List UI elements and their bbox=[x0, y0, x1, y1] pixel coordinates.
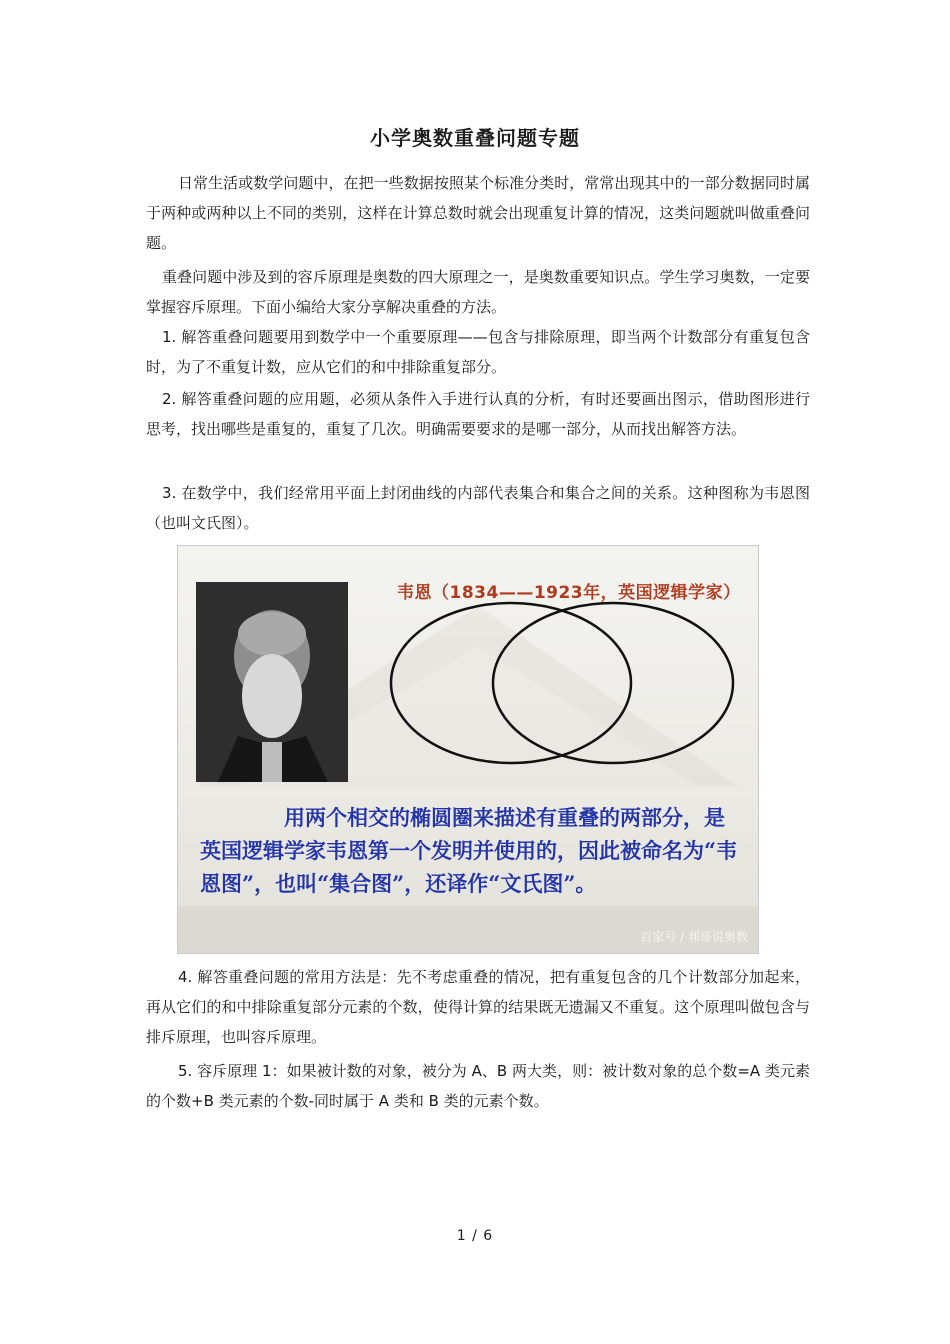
page-title: 小学奥数重叠问题专题 bbox=[370, 126, 580, 150]
venn-figure bbox=[177, 545, 759, 954]
paragraph-item-3: 3. 在数学中，我们经常用平面上封闭曲线的内部代表集合和集合之间的关系。这种图称为韦恩图（也叫文氏图）。 bbox=[146, 484, 810, 532]
paragraph-item-1: 1. 解答重叠问题要用到数学中一个重要原理——包含与排除原理，即当两个计数部分有重复包含时，为了不重复计数，应从它们的和中排除重复部分。 bbox=[146, 328, 810, 376]
paragraph-item-5: 5. 容斥原理 1：如果被计数的对象，被分为 A、B 两大类，则：被计数对象的总个数=A 类元素的个数+B 类元素的个数-同时属于 A 类和 B 类的元素个数。 bbox=[146, 1062, 810, 1110]
figure-caption: 韦恩（1834——1923年，英国逻辑学家） bbox=[397, 583, 741, 603]
page-number: 1 / 6 bbox=[456, 1228, 494, 1244]
paragraph-intro: 日常生活或数学问题中，在把一些数据按照某个标准分类时，常常出现其中的一部分数据同时属于两种或两种以上不同的类别，这样在计算总数时就会出现重复计算的情况，这类问题就叫做重叠问题。 bbox=[146, 174, 810, 252]
paragraph-item-2: 2. 解答重叠问题的应用题，必须从条件入手进行认真的分析，有时还要画出图示，借助图形进行思考，找出哪些是重复的，重复了几次。明确需要要求的是哪一部分，从而找出解答方法。 bbox=[146, 390, 810, 438]
figure-watermark: 百家号 / 邦哥说奥数 bbox=[640, 930, 748, 944]
figure-description: 用两个相交的椭圆圈来描述有重叠的两部分，是英国逻辑学家韦恩第一个发明并使用的，因此被命名为“韦恩图”，也叫“集合图”，还译作“文氏图”。 bbox=[200, 805, 738, 896]
paragraph-item-4: 4. 解答重叠问题的常用方法是：先不考虑重叠的情况，把有重复包含的几个计数部分加起来，再从它们的和中排除重复部分元素的个数，使得计算的结果既无遗漏又不重复。这个原理叫做包含与排斥原理，也叫容斥原理。 bbox=[146, 968, 810, 1046]
portrait-image bbox=[196, 582, 348, 782]
paragraph-principle: 重叠问题中涉及到的容斥原理是奥数的四大原理之一，是奥数重要知识点。学生学习奥数，一定要掌握容斥原理。下面小编给大家分享解决重叠的方法。 bbox=[146, 268, 810, 316]
